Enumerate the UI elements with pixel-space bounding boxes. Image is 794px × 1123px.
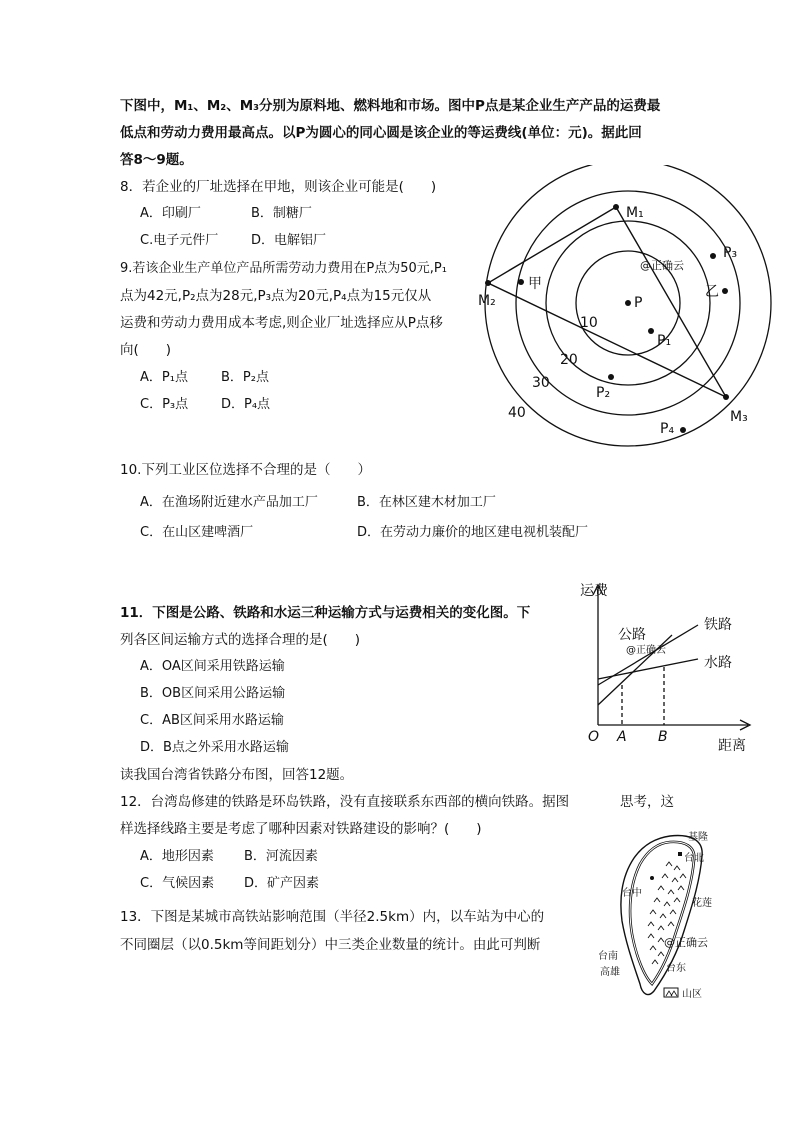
legend-label: 山区 xyxy=(682,989,702,1000)
city-hualien: 花莲 xyxy=(692,898,712,909)
road-label: 公路 xyxy=(618,627,646,643)
watermark: @正确云 xyxy=(626,645,666,656)
q12-option-c: C．气候因素 xyxy=(140,876,215,891)
intro-line-3: 答8～9题。 xyxy=(120,152,193,168)
intro-line-2: 低点和劳动力费用最高点。以P为圆心的同心圆是该企业的等运费线(单位：元)。据此回 xyxy=(120,125,642,141)
ring-label-20: 20 xyxy=(560,352,578,368)
q8-option-d: D．电解铝厂 xyxy=(251,233,327,248)
city-taichung: 台中 xyxy=(622,888,642,899)
label-p4: P₄ xyxy=(660,421,675,437)
ring-label-10: 10 xyxy=(580,315,598,331)
q8-stem: 8．若企业的厂址选择在甲地，则该企业可能是( ) xyxy=(120,179,437,195)
ring-label-40: 40 xyxy=(508,405,526,421)
q8-option-b: B．制糖厂 xyxy=(251,206,312,221)
watermark: @正确云 xyxy=(640,259,684,272)
label-jia: 甲 xyxy=(528,276,542,292)
q12-option-b: B．河流因素 xyxy=(244,849,318,864)
label-m2: M₂ xyxy=(478,293,496,309)
q11-option-d: D．B点之外采用水路运输 xyxy=(140,740,289,755)
label-p1: P₁ xyxy=(657,333,672,349)
q9-option-b: B．P₂点 xyxy=(221,370,269,385)
q8-option-c: C.电子元件厂 xyxy=(140,233,219,248)
q8-option-a: A．印刷厂 xyxy=(140,206,201,221)
q9-line-3: 运费和劳动力费用成本考虑,则企业厂址选择应从P点移 xyxy=(120,315,443,331)
q10-option-c: C．在山区建啤酒厂 xyxy=(140,525,254,540)
q11-option-a: A．OA区间采用铁路运输 xyxy=(140,659,285,674)
ring-label-30: 30 xyxy=(532,375,550,391)
q10-option-b: B．在林区建木材加工厂 xyxy=(357,495,496,510)
label-p2: P₂ xyxy=(596,385,611,401)
q9-option-d: D．P₄点 xyxy=(221,397,271,412)
q11-line-2: 列各区间运输方式的选择合理的是( ) xyxy=(120,632,361,648)
q9-line-1: 9.若该企业生产单位产品所需劳动力费用在P点为50元,P₁ xyxy=(120,261,447,276)
taiwan-railway-map xyxy=(592,826,722,1006)
q10-stem: 10.下列工业区位选择不合理的是（ ） xyxy=(120,462,371,478)
city-tainan: 台南 xyxy=(598,951,618,962)
q12-line-2: 样选择线路主要是考虑了哪种因素对铁路建设的影响？( ) xyxy=(120,821,482,837)
q10-option-a: A．在渔场附近建水产品加工厂 xyxy=(140,495,318,510)
point-a-label: A xyxy=(617,729,627,745)
city-keelung: 基隆 xyxy=(688,832,708,843)
point-b-label: B xyxy=(658,729,668,745)
watermark: @正确云 xyxy=(664,936,708,949)
cost-isoline-diagram xyxy=(470,165,780,455)
q12-intro: 读我国台湾省铁路分布图，回答12题。 xyxy=(120,767,354,783)
x-axis-label: 距离 xyxy=(718,738,746,754)
city-taitung: 台东 xyxy=(666,963,686,974)
label-m1: M₁ xyxy=(626,205,644,221)
city-taipei: 台北 xyxy=(684,853,704,864)
label-m3: M₃ xyxy=(730,409,748,425)
q9-line-2: 点为42元,P₂点为28元,P₃点为20元,P₄点为15元仅从 xyxy=(120,288,432,304)
q13-line-2: 不同圈层（以0.5km等间距划分）中三类企业数量的统计。由此可判断 xyxy=(120,937,541,953)
label-p3: P₃ xyxy=(723,245,738,261)
q13-line-1: 13．下图是某城市高铁站影响范围（半径2.5km）内，以车站为中心的 xyxy=(120,909,545,925)
q9-line-4: 向( ) xyxy=(120,342,172,358)
q9-option-a: A．P₁点 xyxy=(140,370,188,385)
q11-option-c: C．AB区间采用水路运输 xyxy=(140,713,284,728)
water-label: 水路 xyxy=(704,655,732,671)
q9-option-c: C．P₃点 xyxy=(140,397,189,412)
transport-cost-diagram xyxy=(580,575,760,760)
q12-line-1a: 12．台湾岛修建的铁路是环岛铁路，没有直接联系东西部的横向铁路。据图 xyxy=(120,794,570,810)
q12-option-a: A．地形因素 xyxy=(140,849,214,864)
q11-line-1: 11．下图是公路、铁路和水运三种运输方式与运费相关的变化图。下 xyxy=(120,605,531,621)
q12-line-1b: 思考，这 xyxy=(620,794,674,810)
q10-option-d: D．在劳动力廉价的地区建电视机装配厂 xyxy=(357,525,589,540)
label-p: P xyxy=(634,295,643,311)
city-kaohsiung: 高雄 xyxy=(600,967,620,978)
origin-label: O xyxy=(588,729,600,745)
rail-label: 铁路 xyxy=(704,617,732,633)
q12-option-d: D．矿产因素 xyxy=(244,876,320,891)
q11-option-b: B．OB区间采用公路运输 xyxy=(140,686,286,701)
intro-line-1: 下图中，M₁、M₂、M₃分别为原料地、燃料地和市场。图中P点是某企业生产产品的运费最 xyxy=(120,98,661,114)
label-yi: 乙 xyxy=(705,284,719,300)
y-axis-label: 运费 xyxy=(580,583,608,599)
